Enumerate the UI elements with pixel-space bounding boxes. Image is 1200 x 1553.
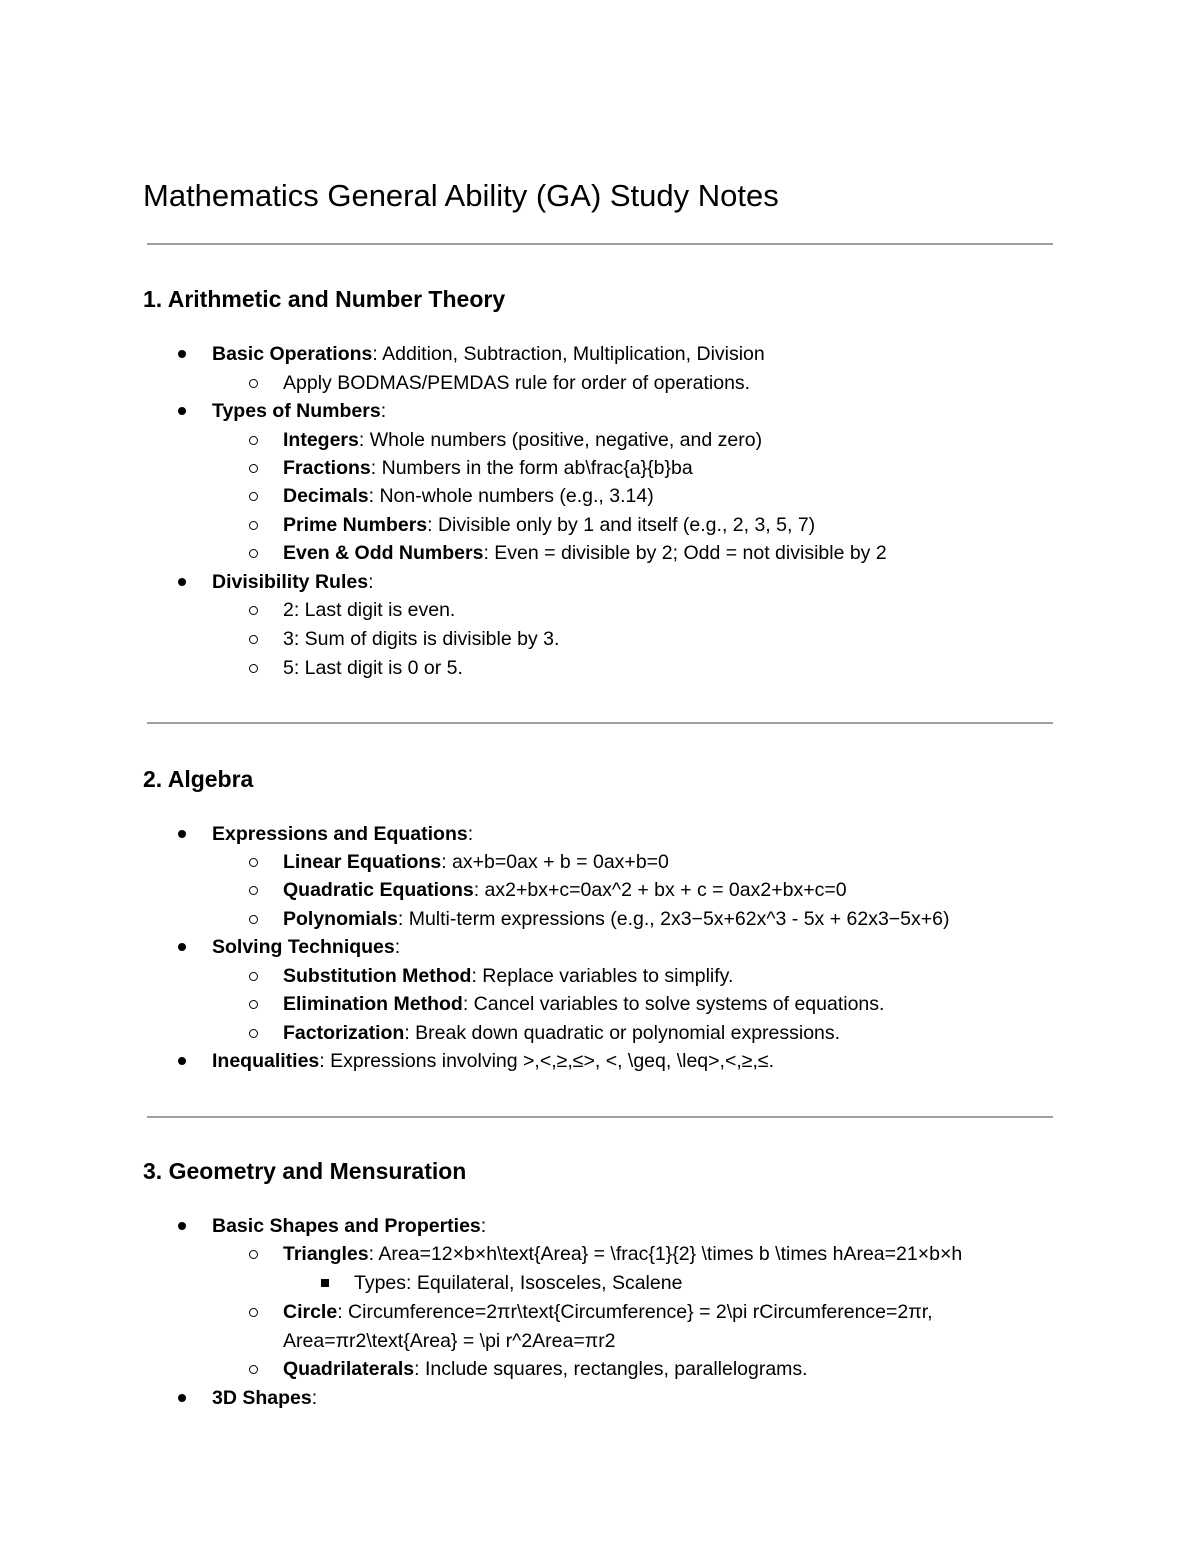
item-label: Fractions — [283, 457, 371, 479]
section-heading-arithmetic: 1. Arithmetic and Number Theory — [143, 286, 506, 312]
item-text: : — [480, 1215, 487, 1237]
document-title: Mathematics General Ability (GA) Study Notes — [143, 178, 779, 213]
bullet-circle-icon — [249, 521, 258, 530]
bullet-disc-icon — [178, 1394, 186, 1402]
bullet-disc-icon — [178, 1222, 186, 1230]
item-label: Circle — [283, 1301, 338, 1323]
sub-bullet-item — [283, 990, 884, 1018]
bullet-circle-icon — [249, 379, 258, 388]
sub-bullet-item — [283, 1355, 808, 1383]
item-label: Decimals — [283, 485, 369, 507]
item-label: Quadratic Equations — [283, 879, 474, 901]
bullet-circle-icon — [249, 972, 258, 981]
section-heading-geometry: 3. Geometry and Mensuration — [143, 1158, 467, 1184]
item-text: : Divisible only by 1 and itself (e.g., 2, 3, 5, 7) — [427, 514, 816, 536]
bullet-circle-icon — [249, 606, 258, 615]
item-text: : Multi-term expressions (e.g., 2x3−5x+62x^3 - 5x + 62x3−5x+6) — [397, 908, 950, 930]
item-text: : Include squares, rectangles, parallelograms. — [414, 1358, 808, 1380]
item-text: : Expressions involving >,<,≥,≤>, <, \geq, \leq>,<,≥,≤. — [319, 1050, 774, 1072]
item-text: : Circumference=2πr\text{Circumference} = 2\pi rCircumference=2πr, — [337, 1301, 933, 1323]
sub-bullet-item — [283, 511, 815, 539]
item-label: Basic Shapes and Properties — [212, 1215, 481, 1237]
item-text: : ax+b=0ax + b = 0ax+b=0 — [441, 851, 669, 873]
sub-bullet-item — [283, 454, 693, 482]
bullet-item — [212, 568, 373, 596]
item-text: : Non-whole numbers (e.g., 3.14) — [368, 485, 654, 507]
bullet-circle-icon — [249, 1000, 258, 1009]
bullet-circle-icon — [249, 1308, 258, 1317]
horizontal-rule — [147, 243, 1053, 245]
bullet-disc-icon — [178, 578, 186, 586]
item-text: : — [380, 400, 387, 422]
sub-sub-bullet-item — [354, 1269, 682, 1297]
bullet-disc-icon — [178, 407, 186, 415]
bullet-item — [212, 1384, 317, 1412]
item-text: 3: Sum of digits is divisible by 3. — [283, 628, 560, 650]
sub-bullet-item — [283, 848, 669, 876]
sub-bullet-item — [283, 369, 750, 397]
item-label: Types of Numbers — [212, 400, 381, 422]
sub-bullet-item — [283, 1240, 962, 1268]
bullet-circle-icon — [249, 635, 258, 644]
item-label: Substitution Method — [283, 965, 472, 987]
item-text: : Area=12×b×h\text{Area} = \frac{1}{2} \times b \times hArea=21×b×h — [368, 1243, 963, 1265]
item-text: : Addition, Subtraction, Multiplication, Division — [372, 343, 765, 365]
bullet-disc-icon — [178, 1057, 186, 1065]
item-text: 5: Last digit is 0 or 5. — [283, 657, 463, 679]
bullet-circle-icon — [249, 1250, 258, 1259]
bullet-item — [212, 1047, 774, 1075]
sub-bullet-item — [283, 596, 455, 624]
item-text: : ax2+bx+c=0ax^2 + bx + c = 0ax2+bx+c=0 — [473, 879, 847, 901]
section-heading-algebra: 2. Algebra — [143, 766, 254, 792]
sub-bullet-item — [283, 426, 762, 454]
item-text: Types: Equilateral, Isosceles, Scalene — [354, 1272, 683, 1294]
sub-bullet-item — [283, 539, 887, 567]
bullet-circle-icon — [249, 464, 258, 473]
item-label: Solving Techniques — [212, 936, 395, 958]
bullet-square-icon — [321, 1279, 329, 1287]
bullet-disc-icon — [178, 830, 186, 838]
item-text: : Break down quadratic or polynomial expressions. — [404, 1022, 841, 1044]
sub-bullet-item — [283, 482, 654, 510]
bullet-item — [212, 820, 473, 848]
bullet-circle-icon — [249, 549, 258, 558]
sub-bullet-item — [283, 962, 733, 990]
sub-bullet-item — [283, 876, 847, 904]
horizontal-rule — [147, 1116, 1053, 1118]
item-text: Apply BODMAS/PEMDAS rule for order of operations. — [283, 372, 751, 394]
bullet-disc-icon — [178, 350, 186, 358]
sub-bullet-item — [283, 654, 463, 682]
item-text: : — [394, 936, 401, 958]
sub-bullet-item — [283, 1019, 840, 1047]
bullet-item — [212, 397, 386, 425]
bullet-item — [212, 1212, 486, 1240]
item-text: 2: Last digit is even. — [283, 599, 456, 621]
item-text: : — [467, 823, 474, 845]
item-text: : Replace variables to simplify. — [471, 965, 734, 987]
bullet-circle-icon — [249, 492, 258, 501]
item-text: : Even = divisible by 2; Odd = not divisible by 2 — [483, 542, 887, 564]
sub-bullet-continuation — [283, 1327, 616, 1355]
item-label: Integers — [283, 429, 359, 451]
item-text: : Cancel variables to solve systems of equations. — [462, 993, 885, 1015]
bullet-circle-icon — [249, 886, 258, 895]
item-label: Divisibility Rules — [212, 571, 369, 593]
item-text: Area=πr2\text{Area} = \pi r^2Area=πr2 — [283, 1330, 616, 1352]
item-label: Quadrilaterals — [283, 1358, 415, 1380]
item-label: Factorization — [283, 1022, 405, 1044]
item-label: Even & Odd Numbers — [283, 542, 484, 564]
item-text: : Numbers in the form ab\frac{a}{b}ba — [370, 457, 693, 479]
bullet-item — [212, 933, 400, 961]
item-text: : — [311, 1387, 318, 1409]
bullet-circle-icon — [249, 858, 258, 867]
bullet-circle-icon — [249, 664, 258, 673]
bullet-circle-icon — [249, 1029, 258, 1038]
sub-bullet-item — [283, 905, 950, 933]
bullet-circle-icon — [249, 436, 258, 445]
item-label: 3D Shapes — [212, 1387, 312, 1409]
item-label: Triangles — [283, 1243, 369, 1265]
bullet-disc-icon — [178, 943, 186, 951]
item-label: Prime Numbers — [283, 514, 428, 536]
item-label: Polynomials — [283, 908, 398, 930]
horizontal-rule — [147, 722, 1053, 724]
sub-bullet-item — [283, 625, 559, 653]
item-text: : Whole numbers (positive, negative, and zero) — [358, 429, 763, 451]
item-label: Elimination Method — [283, 993, 463, 1015]
bullet-item — [212, 340, 765, 368]
item-label: Inequalities — [212, 1050, 320, 1072]
bullet-circle-icon — [249, 1365, 258, 1374]
sub-bullet-item — [283, 1298, 933, 1326]
bullet-circle-icon — [249, 915, 258, 924]
item-label: Basic Operations — [212, 343, 373, 365]
item-label: Expressions and Equations — [212, 823, 468, 845]
item-text: : — [368, 571, 374, 593]
item-label: Linear Equations — [283, 851, 442, 873]
